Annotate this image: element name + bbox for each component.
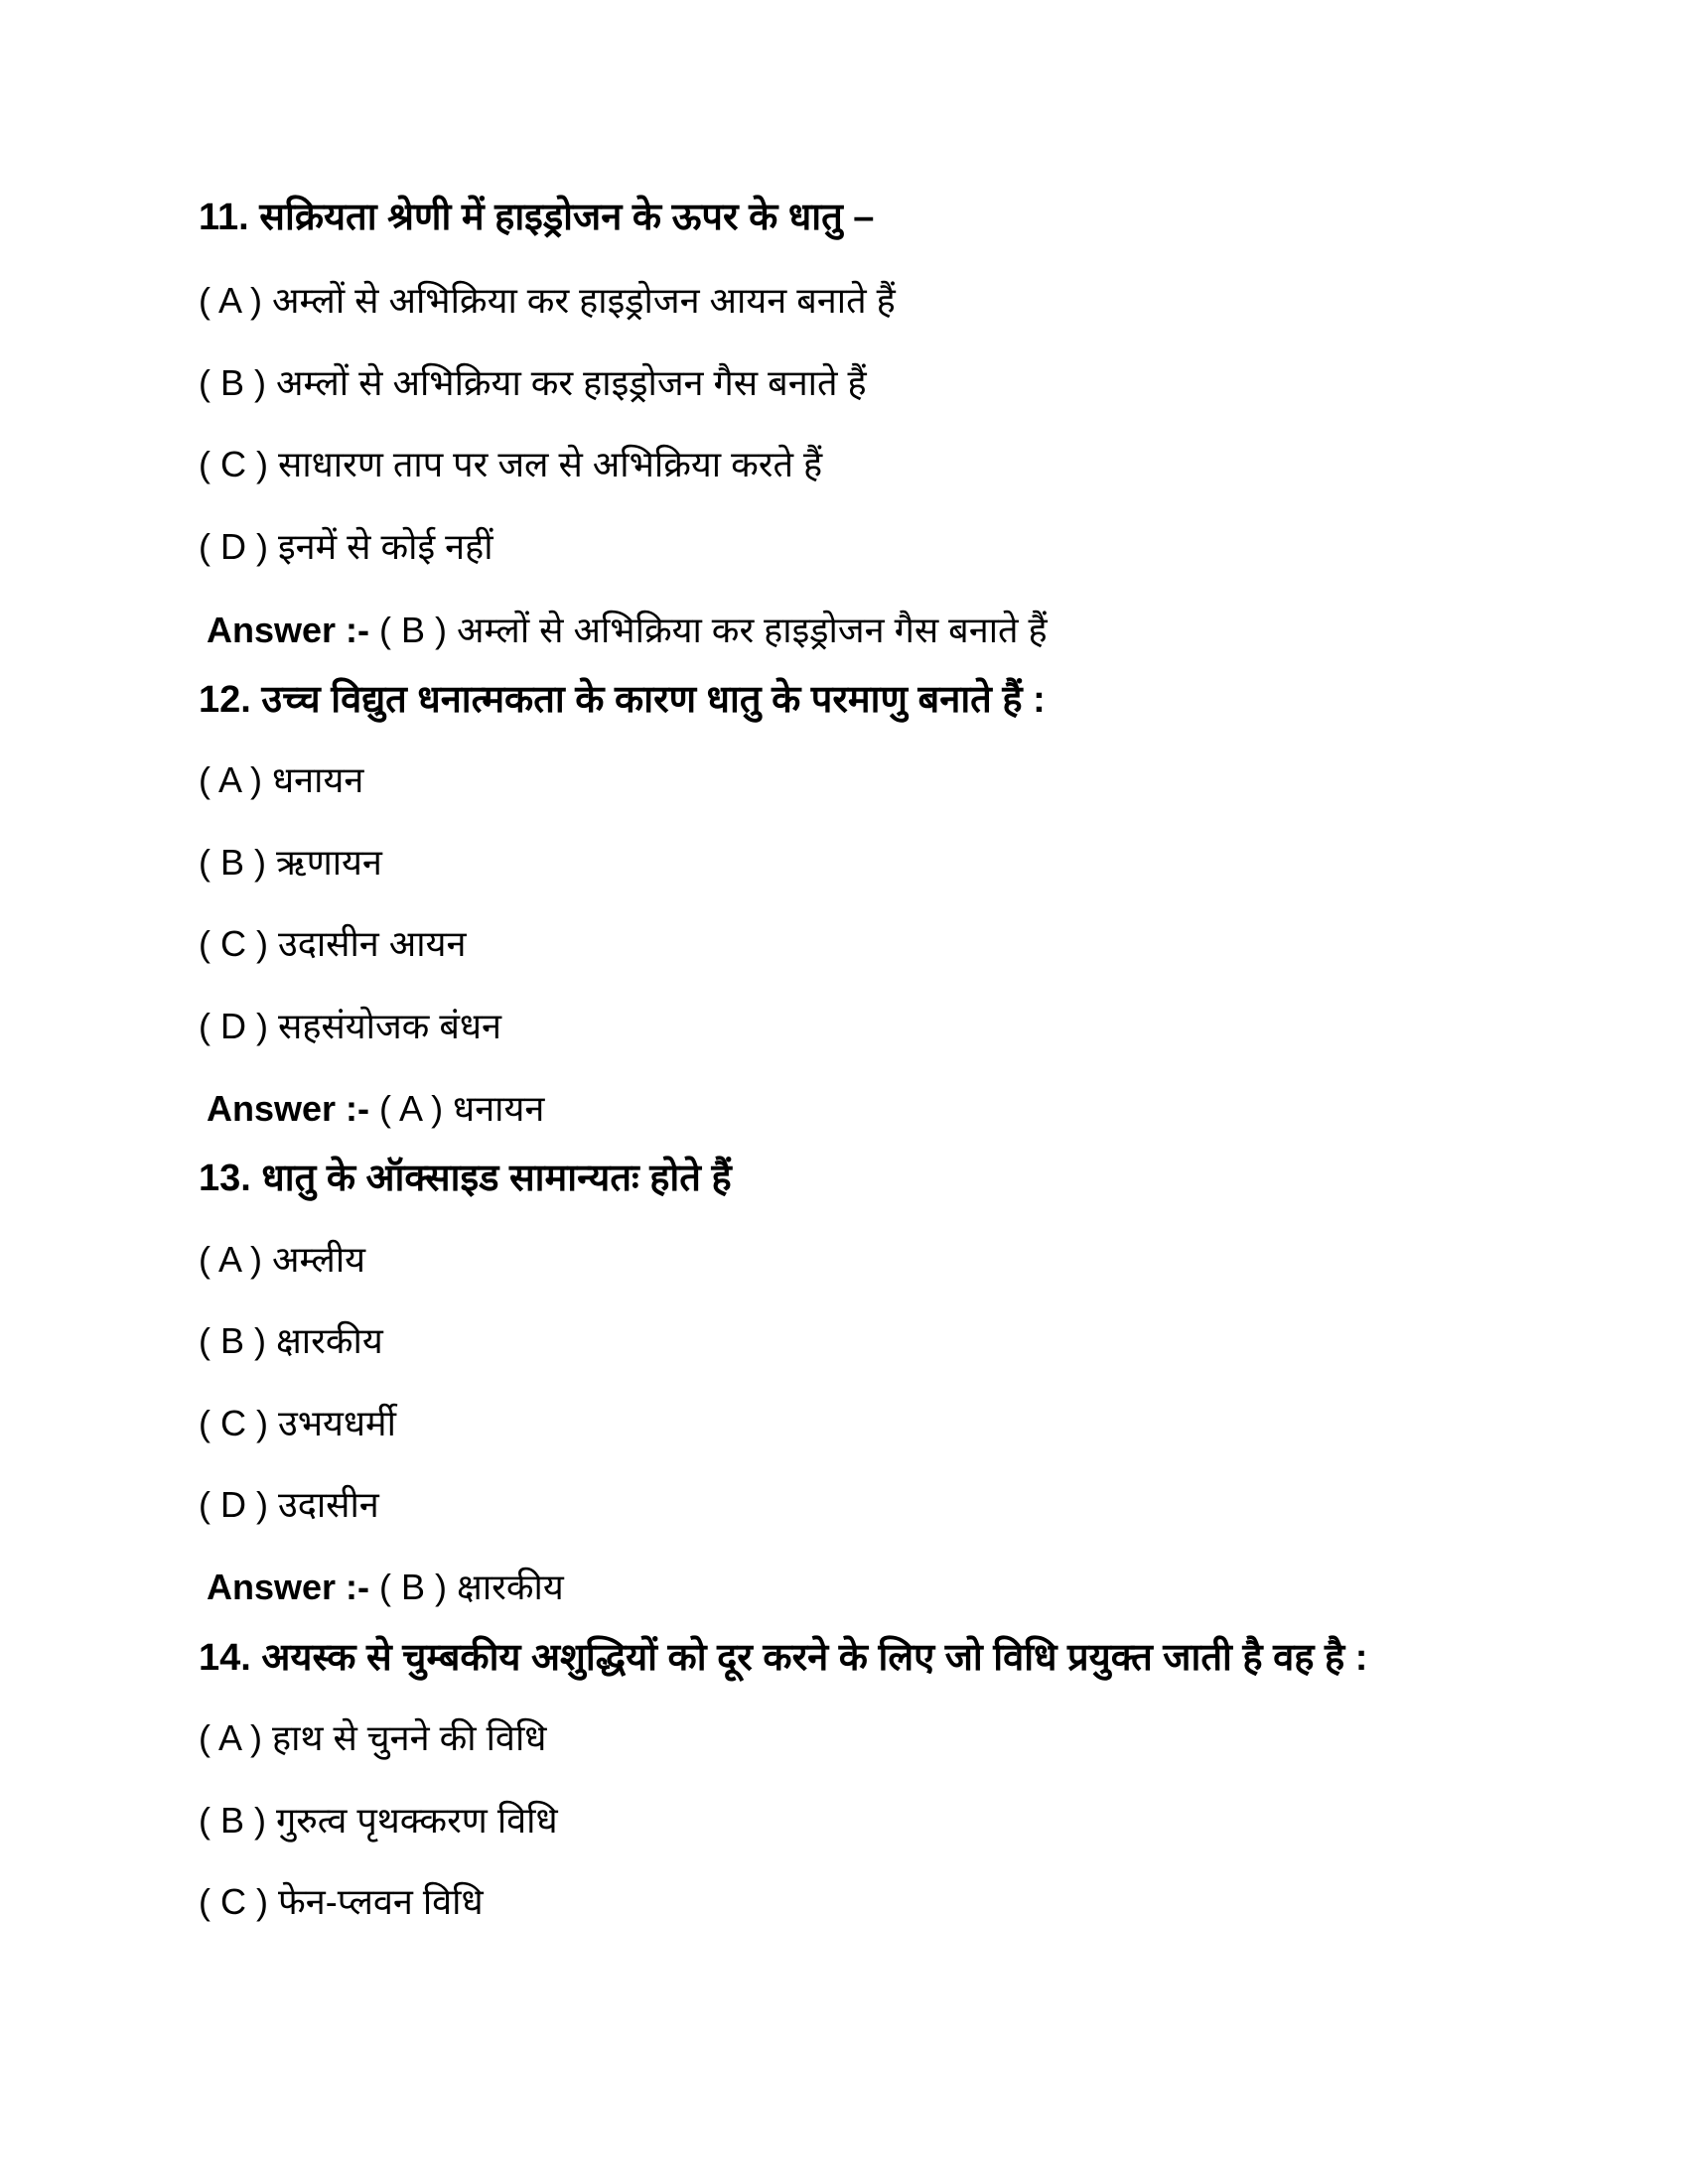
question-14-option-a: ( A ) हाथ से चुनने की विधि — [199, 1717, 547, 1758]
question-11-title: 11. सक्रियता श्रेणी में हाइड्रोजन के ऊपर के धातु – — [199, 197, 875, 238]
question-11-option-b: ( B ) अम्लों से अभिक्रिया कर हाइड्रोजन गैस बनाते हैं — [199, 362, 867, 403]
question-14-title: 14. अयस्क से चुम्बकीय अशुद्धियों को दूर करने के लिए जो विधि प्रयुक्त जाती है वह है : — [199, 1637, 1368, 1679]
question-12-option-c: ( C ) उदासीन आयन — [199, 923, 467, 964]
question-13-title: 13. धातु के ऑक्साइड सामान्यतः होते हैं — [199, 1158, 732, 1199]
answer-label: Answer :- — [207, 610, 370, 650]
question-13-option-b: ( B ) क्षारकीय — [199, 1320, 383, 1361]
question-13-option-c: ( C ) उभयधर्मी — [199, 1403, 396, 1443]
question-11-option-d: ( D ) इनमें से कोई नहीं — [199, 526, 493, 567]
question-11-option-c: ( C ) साधारण ताप पर जल से अभिक्रिया करते हैं — [199, 444, 823, 484]
question-13-option-a: ( A ) अम्लीय — [199, 1239, 366, 1280]
question-12-option-d: ( D ) सहसंयोजक बंधन — [199, 1006, 502, 1046]
answer-text: ( B ) अम्लों से अभिक्रिया कर हाइड्रोजन गैस बनाते हैं — [369, 610, 1048, 650]
question-12-answer — [207, 1088, 545, 1129]
answer-label: Answer :- — [207, 1088, 370, 1129]
question-14-option-c: ( C ) फेन-प्लवन विधि — [199, 1881, 484, 1922]
answer-text: ( A ) धनायन — [369, 1088, 545, 1129]
answer-text: ( B ) क्षारकीय — [369, 1567, 564, 1607]
question-14-option-b: ( B ) गुरुत्व पृथक्करण विधि — [199, 1800, 558, 1841]
question-11-answer — [207, 610, 1048, 650]
question-11-option-a: ( A ) अम्लों से अभिक्रिया कर हाइड्रोजन आयन बनाते हैं — [199, 280, 896, 321]
question-13-option-d: ( D ) उदासीन — [199, 1484, 379, 1525]
question-12-option-b: ( B ) ऋणायन — [199, 842, 382, 883]
question-13-answer — [207, 1567, 564, 1607]
question-12-title: 12. उच्च विद्युत धनात्मकता के कारण धातु के परमाणु बनाते हैं : — [199, 679, 1046, 721]
question-12-option-a: ( A ) धनायन — [199, 759, 364, 800]
answer-label: Answer :- — [207, 1567, 370, 1607]
